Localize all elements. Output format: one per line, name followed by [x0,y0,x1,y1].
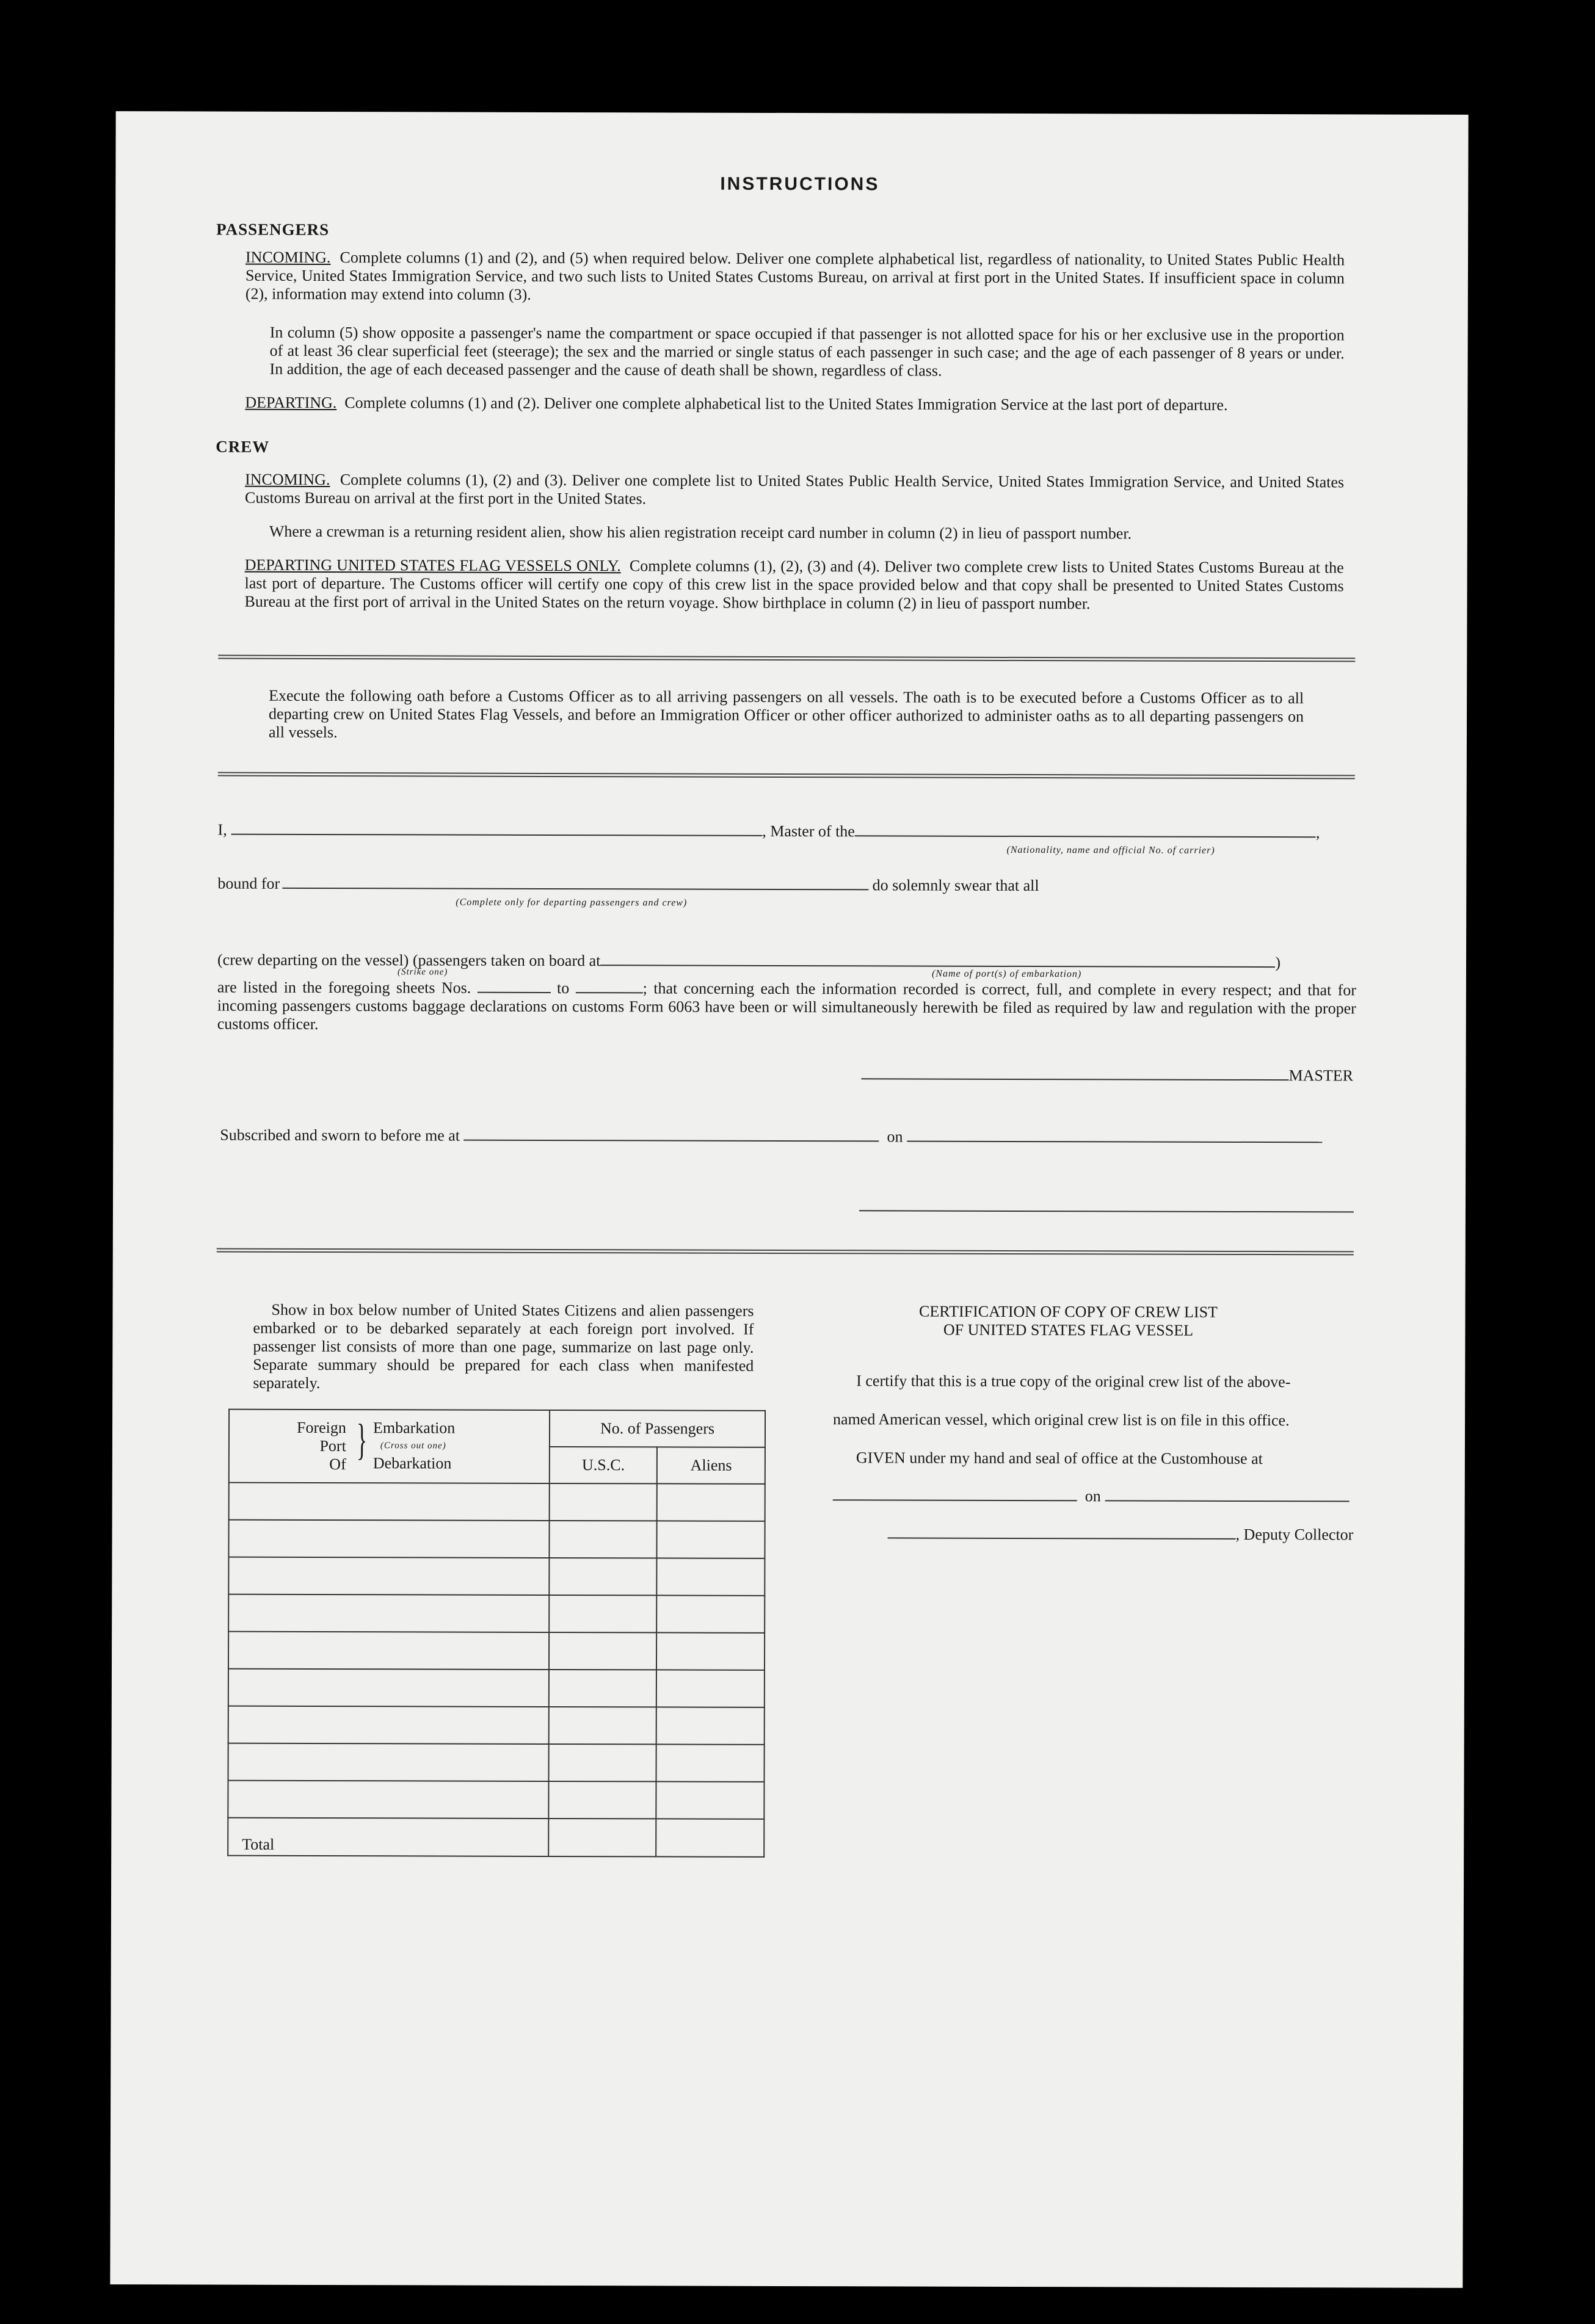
passengers-departing-label: DEPARTING. [245,393,337,412]
aliens-cell[interactable] [656,1670,765,1707]
usc-header: U.S.C. [550,1447,658,1483]
summary-instruction: Show in box below number of United States Citizens and alien passengers embarked or to be debarked separately at each foreign port involved. If passenger list consists of more than one page, summarize on last page only. Separate summary should be prepared for each class when manifested separately. [253,1300,754,1392]
close-paren: ) [1275,954,1281,972]
port-cell[interactable] [228,1669,549,1707]
given-line: GIVEN under my hand and seal of office at the Customhouse at [856,1449,1263,1468]
bound-for-field[interactable] [282,888,868,891]
divider [218,655,1355,662]
passengers-departing-text: Complete columns (1) and (2). Deliver one complete alphabetical list to the United States Immigration Service at the last port of departure. [344,394,1228,414]
customhouse-line [833,1486,1350,1506]
aliens-cell[interactable] [656,1632,765,1670]
aliens-cell[interactable] [657,1595,765,1632]
aliens-header: Aliens [657,1447,765,1483]
port-cell[interactable] [228,1557,549,1595]
carrier-field[interactable] [855,835,1316,838]
master-signature-field[interactable] [862,1078,1289,1081]
no-passengers-header: No. of Passengers [550,1410,765,1447]
port-cell[interactable] [228,1520,549,1558]
port-cell[interactable] [228,1632,549,1670]
port-header-cell [229,1410,550,1483]
cert-date-field[interactable] [1105,1500,1349,1502]
usc-cell[interactable] [549,1670,657,1707]
page-title: INSTRUCTIONS [720,173,880,195]
crew-incoming-label: INCOMING. [245,470,330,489]
crew-incoming [245,471,1344,510]
master-label: MASTER [1288,1066,1354,1085]
oath-listed-text [217,979,1356,1037]
usc-cell[interactable] [549,1558,657,1595]
usc-cell[interactable] [550,1483,658,1521]
passengers-incoming-text: Complete columns (1) and (2), and (5) when required below. Deliver one complete alphabetical list, regardless of nationality, to United States Public Health Service, United States Immigration Service, and two such lists to United States Customs Bureau, on arrival at first port in the United States. If insufficient space in column (2), information may extend into column (3). [245,248,1345,303]
oath-instruction: Execute the following oath before a Customs Officer as to all arriving passengers on all vessels. The oath is to be executed before a Customs Officer as to all departing crew on United States Flag Vessels, and before an Immigration Officer or other officer authorized to administer oaths as to all departing passengers on all vessels. [268,686,1304,742]
sworn-at-field[interactable] [464,1140,879,1142]
foreign-label: Foreign [296,1418,346,1437]
complete-only-caption: (Complete only for departing passengers and crew) [456,897,688,908]
certify-line2: named American vessel, which original crew list is on file in this office. [833,1410,1290,1430]
usc-cell[interactable] [549,1521,657,1558]
usc-cell[interactable] [549,1595,657,1632]
sheet-from-field[interactable] [478,992,551,993]
master-signature [861,1065,1353,1085]
total-row [228,1818,764,1857]
cross-out-caption: (Cross out one) [380,1441,446,1451]
crew-departing-label: (crew departing on the vessel) (passengers taken on board at [217,950,601,970]
crew-departing [245,556,1344,614]
sheet-to-field[interactable] [576,992,643,993]
port-label: Port [319,1436,346,1455]
listed-prefix: are listed in the foregoing sheets Nos. [217,978,471,997]
brace: } [356,1415,368,1464]
divider [217,1248,1354,1256]
nationality-caption: (Nationality, name and official No. of carrier) [1006,844,1215,856]
passengers-departing [245,394,1344,415]
crew-departing-label: DEPARTING UNITED STATES FLAG VESSELS ONLY. [244,556,621,575]
cert-on-label: on [1085,1487,1101,1505]
crew-departing-text: Complete columns (1), (2), (3) and (4). Deliver two complete crew lists to United States Customs Bureau at the last port of departure. The Customs officer will certify one copy of this crew list in the space provided below and that copy shall be presented to United States Customs Bureau at the first port of arrival in the United States on the return voyage. Show birthplace in column (2) in lieu of passport number. [244,557,1344,613]
of-label: Of [329,1455,346,1474]
oath-i-label: I, [217,820,227,839]
table-row [228,1595,765,1633]
aliens-cell[interactable] [657,1483,765,1521]
subscribed-label: Subscribed and sworn to before me at [220,1126,460,1145]
officer-signature-field[interactable] [859,1210,1354,1212]
table-row [228,1706,765,1745]
master-of-label: , Master of the [762,822,855,841]
on-label: on [887,1128,903,1146]
usc-cell[interactable] [548,1781,656,1819]
to-label: to [556,979,570,997]
aliens-cell[interactable] [657,1558,765,1595]
port-cell[interactable] [228,1706,549,1744]
form-page [110,111,1468,2288]
crew-incoming-text: Complete columns (1), (2) and (3). Deliver one complete list to United States Public Health Service, United States Immigration Service, and United States Customs Bureau on arrival at the first port in the United States. [244,471,1345,508]
passengers-incoming [245,248,1345,306]
table-row [228,1557,765,1596]
aliens-cell[interactable] [656,1781,765,1819]
aliens-cell[interactable] [657,1521,765,1558]
port-cell[interactable] [229,1483,550,1521]
subscribed-line [220,1126,1359,1148]
port-cell[interactable] [228,1595,549,1632]
name-of-master-field[interactable] [231,834,762,836]
ports-field[interactable] [600,965,1275,968]
table-row [228,1781,764,1819]
port-cell[interactable] [228,1743,549,1781]
oath-line-bound [217,875,1356,896]
table-row [228,1743,765,1782]
passenger-summary-table [227,1409,766,1858]
comma: , [1315,824,1320,842]
deputy-line [888,1524,1354,1544]
certification-title-line1: CERTIFICATION OF COPY OF CREW LIST [919,1302,1218,1321]
usc-total-cell[interactable] [548,1819,656,1856]
port-cell[interactable] [228,1781,548,1819]
oath-line-master [218,821,1357,842]
embarkation-label: Embarkation [372,1419,456,1437]
total-label: Total [228,1818,548,1856]
strike-one-caption: (Strike one) [397,967,448,977]
oath-line-ports [217,951,1356,972]
usc-cell[interactable] [549,1707,657,1744]
crew-heading: CREW [216,437,270,456]
table-row [228,1669,765,1707]
crew-resident-alien: Where a crewman is a returning resident alien, show his alien registration receipt card number in column (2) in lieu of passport number. [269,522,1132,543]
customhouse-field[interactable] [833,1499,1077,1501]
passengers-column5: In column (5) show opposite a passenger's name the compartment or space occupied if that passenger is not allotted space for his or her exclusive use in the proportion of at least 36 clear superficial feet (steerage); the sex and the married or single status of each passenger in such case; and the age of each passenger of 8 years or under. In addition, the age of each deceased passenger and the cause of death shall be shown, regardless of class. [269,323,1345,380]
table-row [228,1520,765,1558]
bound-for-label: bound for [217,874,280,892]
debarkation-label: Debarkation [372,1454,452,1472]
deputy-signature-field[interactable] [888,1537,1236,1539]
deputy-collector-label: , Deputy Collector [1235,1525,1354,1544]
swear-label: do solemnly swear that all [872,876,1039,895]
aliens-cell[interactable] [656,1744,765,1781]
certification-title [863,1302,1273,1340]
usc-cell[interactable] [548,1744,656,1781]
table-row [229,1483,765,1521]
certify-line1: I certify that this is a true copy of the original crew list of the above- [856,1372,1291,1391]
usc-cell[interactable] [549,1632,657,1670]
ports-caption: (Name of port(s) of embarkation) [931,968,1082,980]
sworn-date-field[interactable] [907,1141,1322,1143]
aliens-total-cell[interactable] [656,1819,765,1856]
listed-rest: ; that concerning each the information recorded is correct, full, and complete in every respect; and that for incoming passengers customs baggage declarations on customs Form 6063 have been or will simultaneously herewith be filed as required by law and regulation with the proper customs officer. [217,979,1356,1033]
aliens-cell[interactable] [656,1707,765,1744]
certification-title-line2: OF UNITED STATES FLAG VESSEL [943,1320,1194,1339]
table-row [228,1632,765,1670]
divider [218,772,1355,780]
passengers-heading: PASSENGERS [216,220,330,239]
passengers-incoming-label: INCOMING. [245,248,331,267]
